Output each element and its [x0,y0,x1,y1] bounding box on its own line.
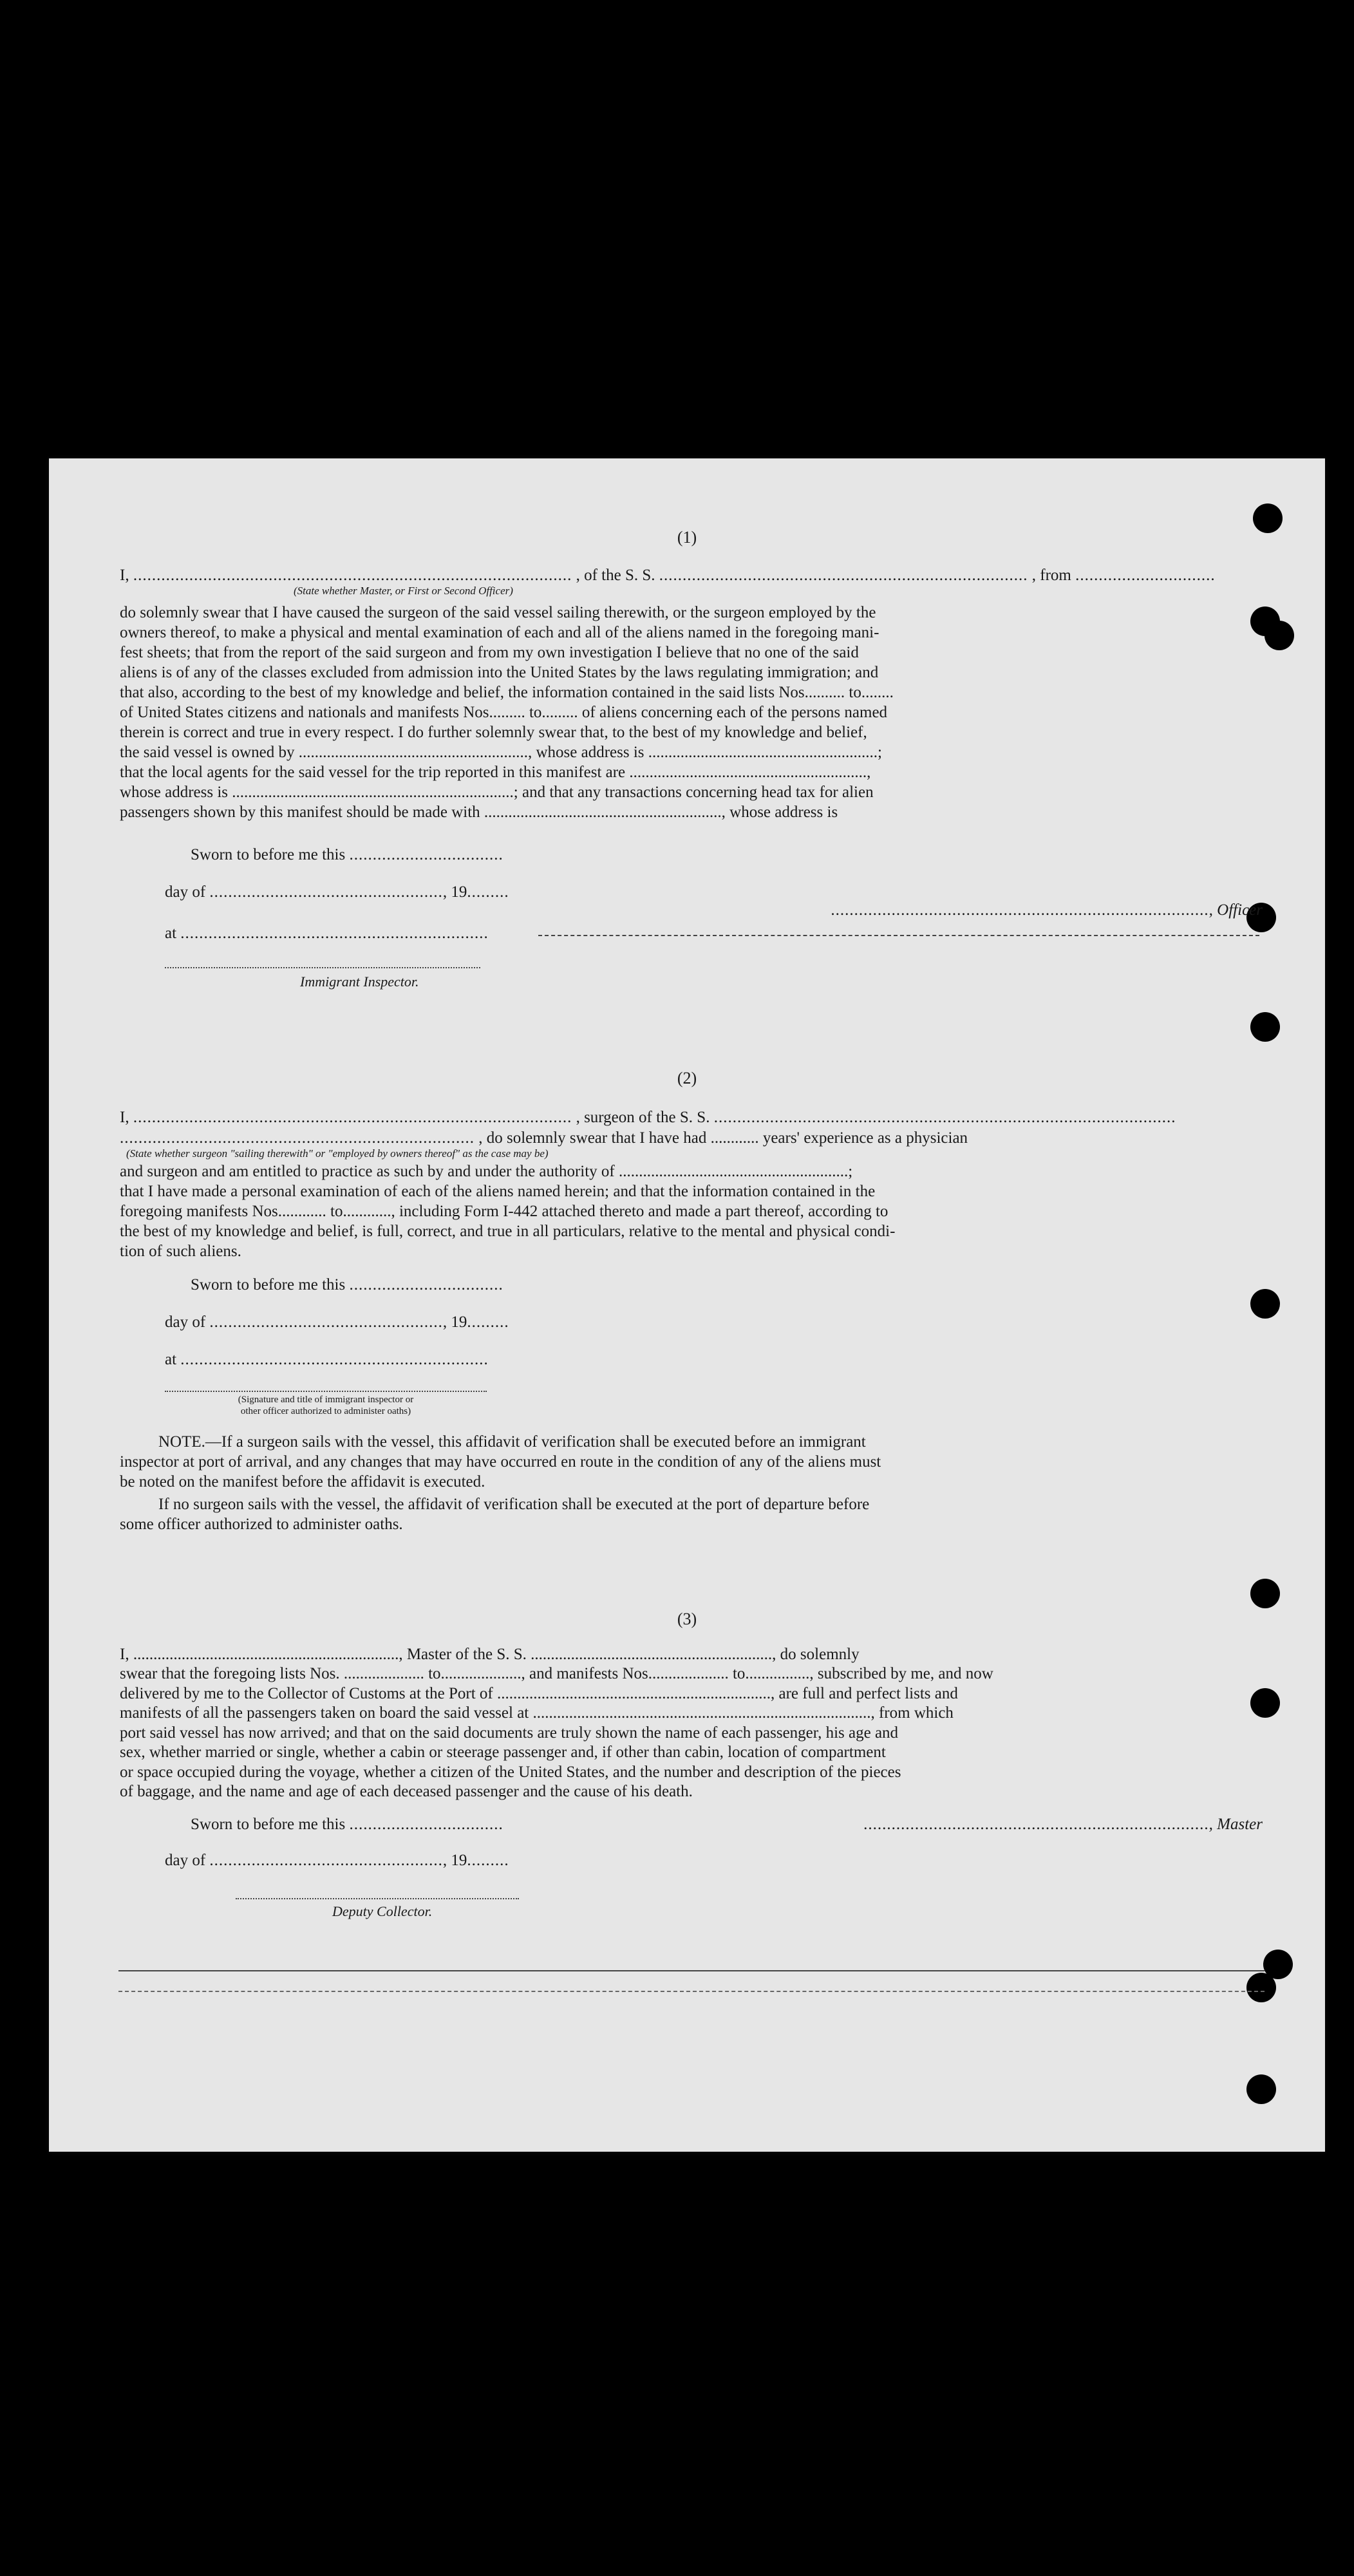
section-2-first-line [120,1107,1263,1127]
fill-dots: .................................................................. [180,925,489,942]
text-line: that I have made a personal examination of each of the aliens named herein; and that the information contained in the [120,1183,876,1200]
fill-dots: .................................................. [209,1852,443,1869]
section-2-second-line [120,1128,1263,1148]
punch-hole [1265,621,1294,650]
text-line: the said vessel is owned by ........................................................., whose address is .........................................................; [120,744,882,761]
text-line: whose address is ......................................................................; and that any transactions concerning head tax for alien [120,784,874,801]
s1-sworn [120,845,1263,865]
text-line: the best of my knowledge and belief, is full, correct, and true in all particulars, relative to the mental and physical condi- [120,1223,896,1240]
fill-dots: .............................................................................................. [133,1109,572,1126]
text: , 19 [442,1852,467,1869]
text-line: swear that the foregoing lists Nos. .................... to...................., and manifests Nos.................... to................, subscribed by me, and now [120,1665,993,1682]
s1-day [120,882,1263,902]
text: Sworn to before me this [191,846,346,863]
fill-dots: ................................. [349,1816,503,1833]
note-line: some officer authorized to administer oaths. [120,1516,403,1533]
text-line: or space occupied during the voyage, whether a citizen of the United States, and the number and description of the pieces [120,1763,901,1781]
fill-dots: .............................................................................................. [133,567,572,584]
text-line: manifests of all the passengers taken on board the said vessel at ...................................................................................., from which [120,1704,954,1722]
s2-sig-note-2: other officer authorized to administer oaths) [240,1406,411,1416]
text: , 19 [442,1313,467,1331]
text: , surgeon of the S. S. [576,1109,710,1126]
text-line: of baggage, and the name and age of each deceased passenger and the cause of his death. [120,1783,693,1800]
text-line: owners thereof, to make a physical and mental examination of each and all of the aliens named in the foregoing mani- [120,624,879,641]
section-2-note: (State whether surgeon "sailing therewith" or "employed by owners thereof" as the case may be) [126,1147,549,1160]
fill-dots: .................................................. [209,1313,443,1331]
note-line: If no surgeon sails with the vessel, the affidavit of verification shall be executed at the port of departure before [158,1496,870,1513]
fill-dots: .............................. [1075,567,1216,584]
fill-dots: .................................................................. [180,1351,489,1368]
s3-master [120,1814,1263,1834]
fill-dots: ......... [467,1313,509,1331]
s1-at [120,923,1263,943]
text-line: of United States citizens and nationals and manifests Nos......... to......... of aliens concerning each of the persons named [120,704,888,721]
fill-dots: .......................................................................... [863,1816,1209,1833]
section-2-number: (2) [677,1069,697,1087]
bottom-rule [118,1991,1265,1992]
text: , from [1031,567,1071,584]
s2-at [120,1349,1263,1369]
s1-officer [120,900,1263,920]
punch-hole [1246,1973,1276,2002]
text: , Officer [1208,901,1263,919]
section-1-number: (1) [677,528,697,547]
note-line: NOTE.—If a surgeon sails with the vessel, this affidavit of verification shall be executed before an immigrant [158,1433,866,1451]
text: Sworn to before me this [191,1816,346,1833]
text: I, [120,1109,129,1126]
fill-dots: ................................................................................. [831,901,1209,919]
note-line: inspector at port of arrival, and any changes that may have occurred en route in the condition of any of the aliens must [120,1453,881,1471]
signature-line [165,1391,487,1392]
text-line: that also, according to the best of my knowledge and belief, the information contained in the said lists Nos.......... to........ [120,684,894,701]
text-line: aliens is of any of the classes excluded from admission into the United States by the laws regulating immigration; and [120,664,879,681]
signature-line [236,1898,519,1899]
text-line: that the local agents for the said vessel for the trip reported in this manifest are ..........................................................., [120,764,871,781]
text: , of the S. S. [576,567,655,584]
section-1-note: (State whether Master, or First or Second Officer) [294,585,513,597]
text: day of [165,1313,206,1331]
punch-hole [1246,2074,1276,2104]
text-line: therein is correct and true in every respect. I do further solemnly swear that, to the best of my knowledge and belief, [120,724,867,741]
s3-day [120,1850,1263,1870]
section-1-first-line [120,565,1263,585]
s3-deputy: Deputy Collector. [332,1903,433,1919]
s1-inspector: Immigrant Inspector. [300,973,419,990]
text-line: delivered by me to the Collector of Customs at the Port of ...................................................................., are full and perfect lists and [120,1684,958,1702]
text-line: foregoing manifests Nos............ to............, including Form I-442 attached thereto and made a part thereof, according to [120,1203,889,1220]
text: Sworn to before me this [191,1276,346,1293]
punch-hole [1250,1012,1280,1042]
text: , Master [1208,1816,1263,1833]
text: day of [165,883,206,901]
text-line: and surgeon and am entitled to practice as such by and under the authority of .........................................................; [120,1163,853,1180]
text: I, [120,567,129,584]
s2-day [120,1312,1263,1332]
fill-dots: ............................................................................... [659,567,1028,584]
section-3-first-line: I, .................................................................., Master of the S. S. ............................................................, do solemnly [120,1646,860,1663]
text-line: passengers shown by this manifest should be made with ..........................................................., whose address is [120,804,838,821]
fill-dots: ......... [467,1852,509,1869]
fill-dots: ............................................................................ [120,1129,475,1147]
bottom-rule [118,1970,1265,1971]
punch-hole [1250,1579,1280,1608]
text-line: tion of such aliens. [120,1243,241,1260]
text-line: fest sheets; that from the report of the said surgeon and from my own investigation I believe that no one of the said [120,644,859,661]
fill-dots: .................................................. [209,883,443,901]
text: at [165,1351,177,1368]
s2-sig-note-1: (Signature and title of immigrant inspector or [238,1395,414,1405]
divider [538,935,1259,936]
text: at [165,925,177,942]
text: day of [165,1852,206,1869]
signature-line [165,967,480,968]
section-3-number: (3) [677,1610,697,1628]
fill-dots: ................................. [349,1276,503,1293]
text: , do solemnly swear that I have had ............ years' experience as a physician [478,1129,968,1147]
note-line: be noted on the manifest before the affidavit is executed. [120,1473,485,1490]
text-line: port said vessel has now arrived; and that on the said documents are truly shown the name of each passenger, his age and [120,1724,899,1742]
text: , 19 [442,883,467,901]
text-line: do solemnly swear that I have caused the surgeon of the said vessel sailing therewith, or the surgeon employed by the [120,604,876,621]
manifest-page [49,458,1325,2152]
fill-dots: ................................................................................................... [713,1109,1176,1126]
text-line: sex, whether married or single, whether a cabin or steerage passenger and, if other than cabin, location of compartment [120,1744,886,1761]
fill-dots: ................................. [349,846,503,863]
s2-sworn [120,1275,1263,1295]
fill-dots: ......... [467,883,509,901]
